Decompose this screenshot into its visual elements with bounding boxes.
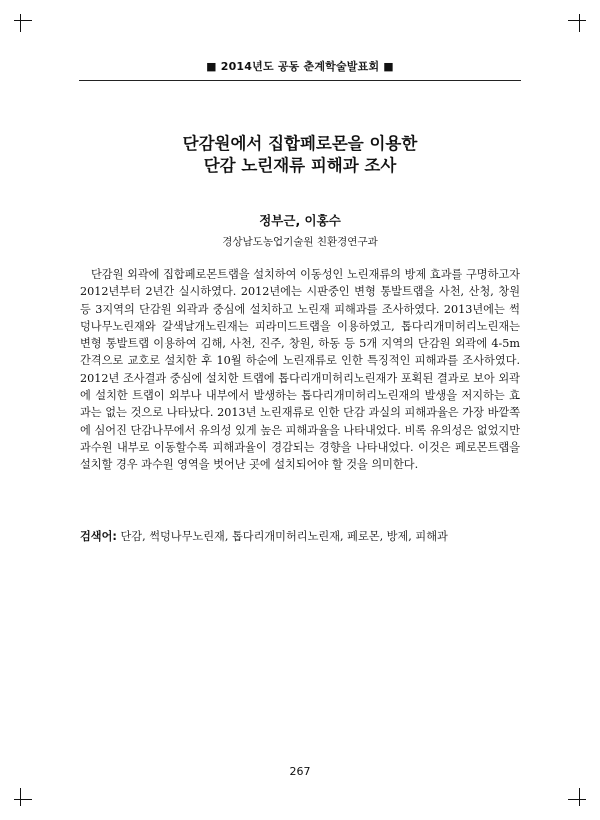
crop-mark-bottom-left-h (14, 799, 32, 800)
crop-mark-bottom-right-v (579, 788, 580, 806)
crop-mark-top-right-h (568, 20, 586, 21)
keywords (80, 528, 520, 545)
page-number: 267 (289, 765, 311, 778)
crop-mark-bottom-right-h (568, 799, 586, 800)
running-head: ■ 2014년도 공동 춘계학술발표회 ■ (206, 60, 394, 73)
crop-mark-top-right-v (579, 14, 580, 32)
crop-mark-top-left-v (20, 14, 21, 32)
crop-mark-bottom-left-v (20, 788, 21, 806)
keywords-label: 검색어: (80, 530, 117, 543)
abstract-paragraph: 단감원 외곽에 집합페로몬트랩을 설치하여 이동성인 노린재류의 방제 효과를 구명하고자 2012년부터 2년간 실시하였다. 2012년에는 시판중인 변형 통발트랩을 사천, 산청, 창원 등 3지역의 단감원 외곽과 중심에 설치하고 노린재 피해과를 조사하였다. 2013년에는 썩덩나무노린재와 갈색날개노린재는 피라미드트랩을 이용하였고, 톱다리개미허리노린재는 변형 통발트랩 이용하여 김해, 사천, 진주, 창원, 하동 등 5개 지역의 단감원 외곽에 4-5m 간격으로 교호로 설치한 후 10월 하순에 노린재류로 인한 특징적인 피해과를 조사하였다. 2012년 조사결과 중심에 설치한 트랩에 톱다리개미허리노린재가 포획된 결과로 보아 외곽에 설치한 트랩이 외부나 내부에서 발생하는 톱다리개미허리노린재의 발생을 저지하는 효과는 없는 것으로 나타났다. 2013년 노린재류로 인한 단감 과실의 피해과율은 가장 바깥쪽에 심어진 단감나무에서 유의성 있게 높은 피해과율을 나타내었다. 비록 유의성은 없었지만 과수원 내부로 이동할수록 피해과율이 경감되는 경향을 나타내었다. 이것은 페로몬트랩을 설치할 경우 과수원 영역을 벗어난 곳에 설치되어야 할 것을 의미한다. (80, 268, 520, 472)
abstract (80, 266, 520, 474)
paper-title-line-2: 단감 노린재류 피해과 조사 (203, 156, 397, 175)
crop-mark-top-left-h (14, 20, 32, 21)
keywords-text: 단감, 썩덩나무노린재, 톱다리개미허리노린재, 페로몬, 방제, 피해과 (120, 530, 448, 543)
affiliation: 경상남도농업기술원 친환경연구과 (222, 236, 378, 248)
authors: 정부근, 이홍수 (259, 213, 341, 228)
running-head-rule (79, 80, 521, 81)
paper-title (80, 133, 520, 177)
paper-title-line-1: 단감원에서 집합페로몬을 이용한 (182, 134, 418, 153)
